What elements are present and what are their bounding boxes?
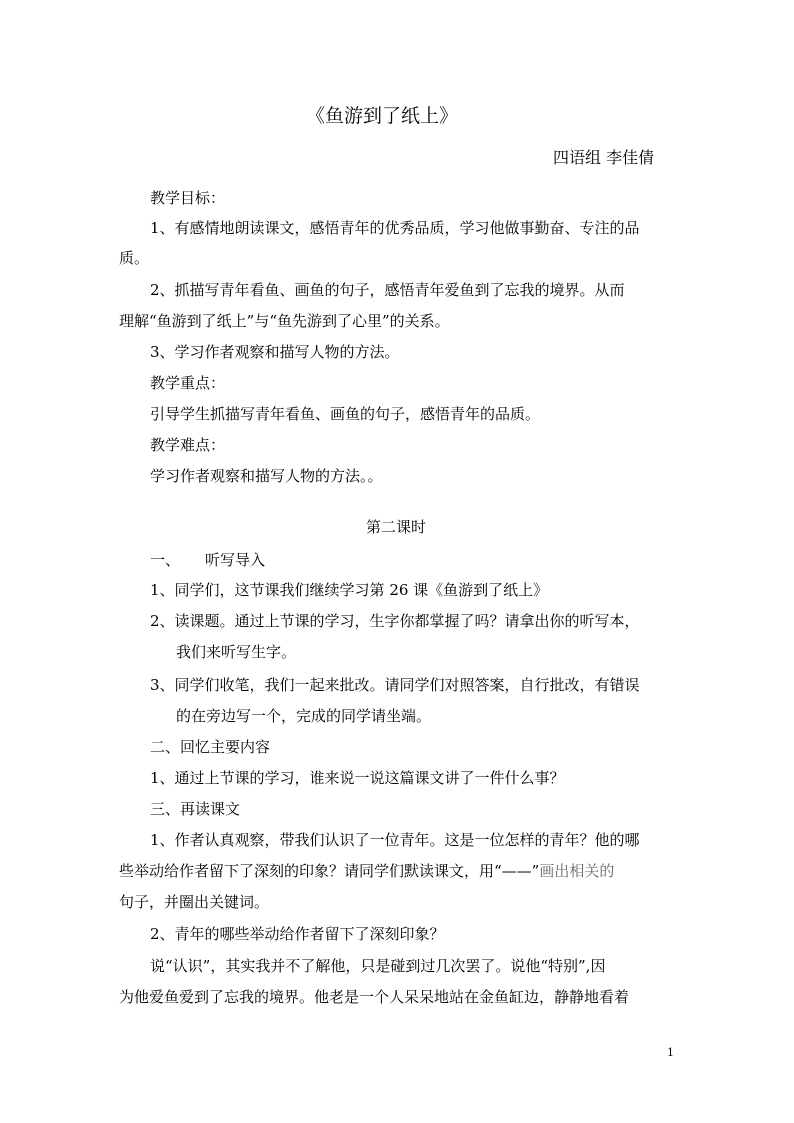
section-3-item-1-line-1: 1、作者认真观察，带我们认识了一位青年。这是一位怎样的青年？他的哪 <box>150 831 640 849</box>
goal-1-line-2: 质。 <box>119 249 150 267</box>
section-1-item-2-line-2: 我们来听写生字。 <box>176 643 297 661</box>
section-3-paragraph-line-2: 为他爱鱼爱到了忘我的境界。他老是一个人呆呆地站在金鱼缸边，静静地看着 <box>119 988 630 1006</box>
section-1-number: 一、 <box>150 551 181 569</box>
section-2-heading: 二、回忆主要内容 <box>150 738 271 756</box>
goals-heading: 教学目标： <box>150 189 226 207</box>
section-1-item-3-line-1: 3、同学们收笔，我们一起来批改。请同学们对照答案，自行批改，有错误 <box>150 676 640 694</box>
page-number: 1 <box>667 1046 674 1059</box>
key-text: 引导学生抓描写青年看鱼、画鱼的句子，感悟青年的品质。 <box>150 405 541 423</box>
goal-2-line-1: 2、抓描写青年看鱼、画鱼的句子，感悟青年爱鱼到了忘我的境界。从而 <box>150 281 625 299</box>
author-line: 四语组 李佳倩 <box>553 148 655 167</box>
goal-2-line-2: 理解“鱼游到了纸上”与“鱼先游到了心里”的关系。 <box>119 312 450 330</box>
difficulty-heading: 教学难点： <box>150 436 226 454</box>
section-1-item-1: 1、同学们，这节课我们继续学习第 26 课《鱼游到了纸上》 <box>150 581 549 599</box>
section-3-item-1-line-2 <box>119 861 614 881</box>
section-1-item-3-line-2: 的在旁边写一个，完成的同学请坐端。 <box>176 707 432 725</box>
lesson-title: 第二课时 <box>366 518 427 536</box>
goal-3: 3、学习作者观察和描写人物的方法。 <box>150 343 400 361</box>
section-3-item-1-line-3: 句子，并圈出关键词。 <box>119 893 270 911</box>
section-1-item-2-line-1: 2、读课题。通过上节课的学习，生字你都掌握了吗？请拿出你的听写本， <box>150 612 640 630</box>
difficulty-text: 学习作者观察和描写人物的方法。。 <box>150 467 383 485</box>
section-3-item-2: 2、青年的哪些举动给作者留下了深刻印象？ <box>150 925 445 943</box>
goal-1-line-1: 1、有感情地朗读课文，感悟青年的优秀品质，学习他做事勤奋、专注的品 <box>150 219 640 237</box>
section-3-heading: 三、再读课文 <box>150 800 241 818</box>
key-heading: 教学重点： <box>150 374 226 392</box>
section-1-heading: 听写导入 <box>205 551 266 569</box>
section-3-item-1-gray-text: 画出相关的 <box>539 862 615 880</box>
section-3-item-1-line-2-text: 些举动给作者留下了深刻的印象？请同学们默读课文，用“——” <box>119 862 540 880</box>
section-3-paragraph-line-1: 说“认识”，其实我并不了解他，只是碰到过几次罢了。说他“特别”,因 <box>150 957 606 975</box>
document-title: 《鱼游到了纸上》 <box>306 105 459 127</box>
section-2-item-1: 1、通过上节课的学习，谁来说一说这篇课文讲了一件什么事？ <box>150 769 565 787</box>
